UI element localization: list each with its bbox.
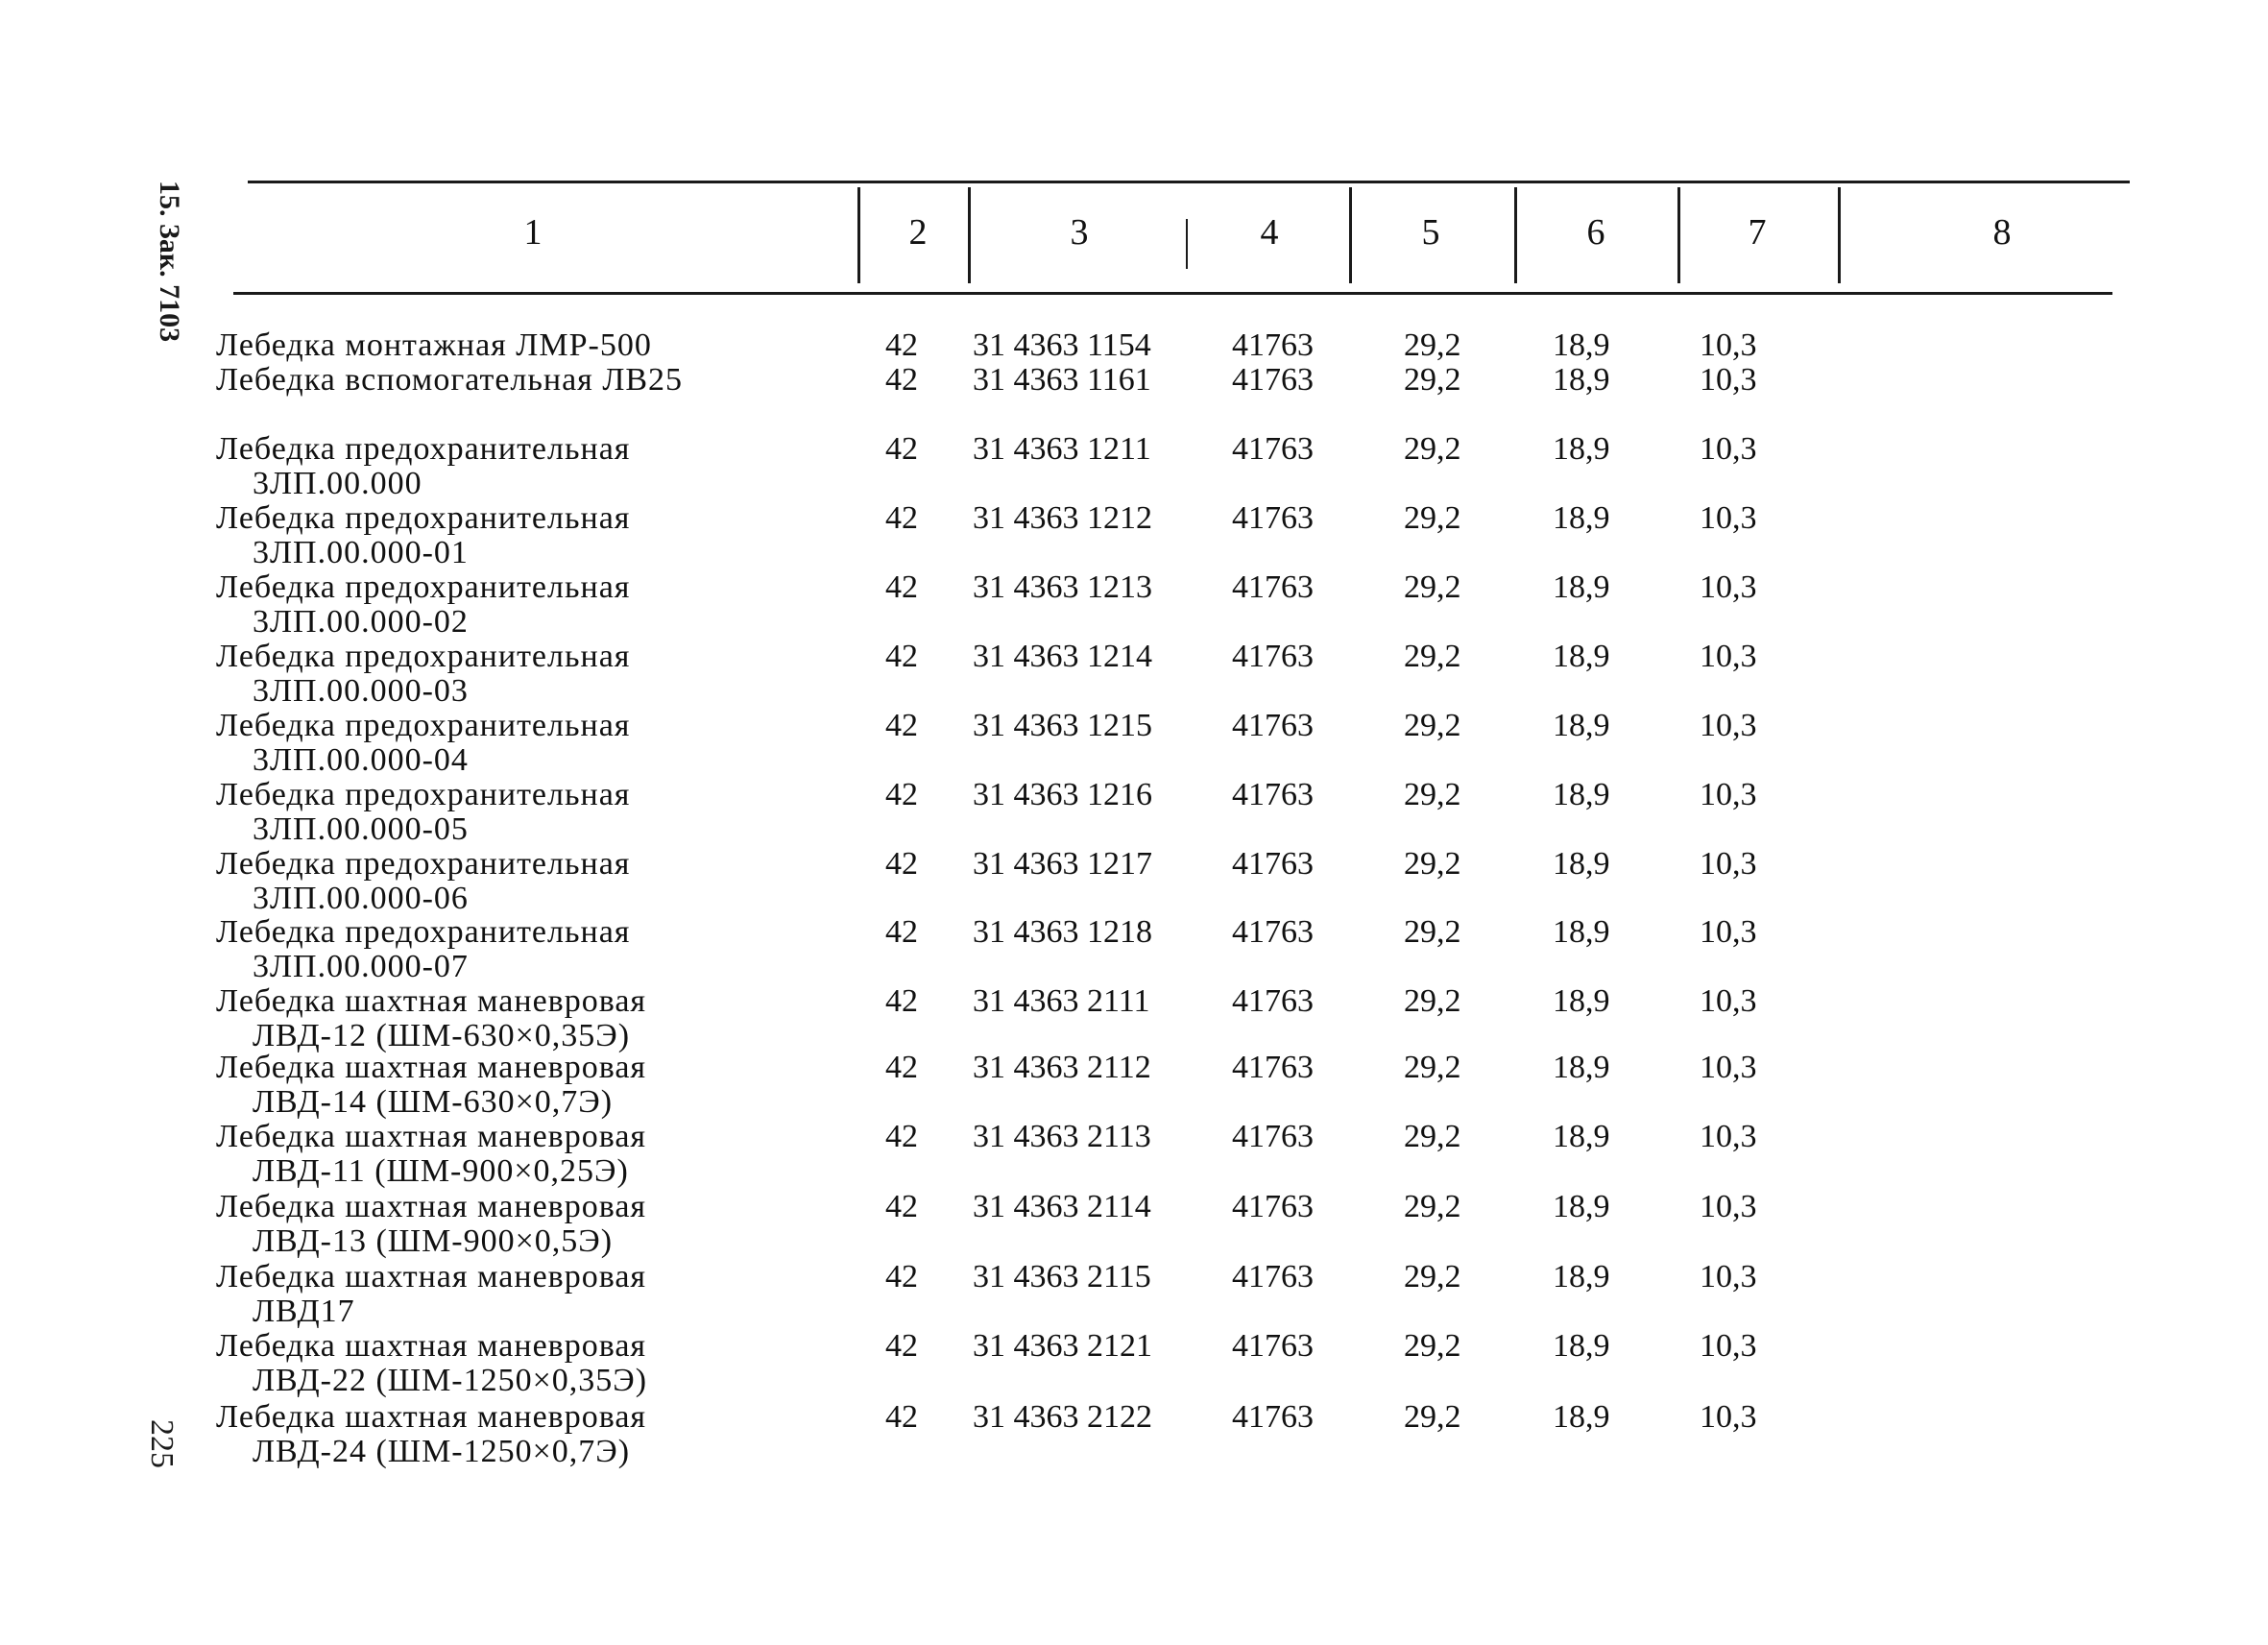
cell-col-6: 18,9 (1553, 1399, 1610, 1435)
cell-col-3: 31 4363 1215 (973, 708, 1152, 743)
item-model-line: ЛВД-14 (ШМ-630×0,7Э) (253, 1084, 614, 1120)
page-number: 225 (144, 1419, 180, 1468)
cell-col-6: 18,9 (1553, 846, 1610, 882)
cell-col-5: 29,2 (1404, 708, 1461, 743)
cell-col-7: 10,3 (1700, 1259, 1757, 1294)
cell-col-7: 10,3 (1700, 1189, 1757, 1224)
table-row (0, 915, 2268, 984)
table-row (0, 501, 2268, 570)
item-model-line: 3ЛП.00.000-07 (253, 949, 469, 984)
cell-col-6: 18,9 (1553, 500, 1610, 536)
cell-col-4: 41763 (1232, 431, 1314, 467)
cell-col-3: 31 4363 1212 (973, 500, 1152, 536)
item-model-line: 3ЛП.00.000-06 (253, 881, 469, 916)
cell-col-3: 31 4363 2114 (973, 1189, 1151, 1224)
cell-col-7: 10,3 (1700, 431, 1757, 467)
cell-col-6: 18,9 (1553, 569, 1610, 605)
item-model-line: 3ЛП.00.000-01 (253, 535, 469, 570)
cell-col-5: 29,2 (1404, 1328, 1461, 1364)
cell-col-3: 31 4363 1154 (973, 327, 1151, 363)
item-name (216, 1400, 646, 1469)
cell-col-4: 41763 (1232, 569, 1314, 605)
cell-col-6: 18,9 (1553, 1119, 1610, 1154)
item-name-line: Лебедка шахтная маневровая (216, 1399, 647, 1435)
cell-col-2: 42 (885, 1189, 918, 1224)
item-model-line: 3ЛП.00.000-03 (253, 673, 469, 709)
item-name (216, 1120, 646, 1189)
table-row (0, 847, 2268, 916)
cell-col-5: 29,2 (1404, 1189, 1461, 1224)
cell-col-7: 10,3 (1700, 914, 1757, 950)
cell-col-4: 41763 (1232, 362, 1314, 398)
cell-col-7: 10,3 (1700, 327, 1757, 363)
item-model-line: 3ЛП.00.000 (253, 466, 422, 501)
column-divider (1186, 219, 1188, 269)
cell-col-4: 41763 (1232, 1119, 1314, 1154)
cell-col-4: 41763 (1232, 327, 1314, 363)
item-name (216, 1051, 646, 1120)
cell-col-2: 42 (885, 708, 918, 743)
item-name (216, 778, 630, 847)
header-cell-1: 1 (523, 212, 543, 253)
cell-col-2: 42 (885, 777, 918, 812)
item-name-line: Лебедка предохранительная (216, 708, 631, 743)
item-name-line: Лебедка шахтная маневровая (216, 1050, 647, 1085)
cell-col-7: 10,3 (1700, 362, 1757, 398)
cell-col-5: 29,2 (1404, 1119, 1461, 1154)
cell-col-5: 29,2 (1404, 1050, 1461, 1085)
item-name (216, 363, 683, 398)
cell-col-6: 18,9 (1553, 708, 1610, 743)
table-row (0, 1190, 2268, 1259)
cell-col-7: 10,3 (1700, 708, 1757, 743)
cell-col-3: 31 4363 1217 (973, 846, 1152, 882)
cell-col-4: 41763 (1232, 1328, 1314, 1364)
header-cell-2: 2 (908, 212, 928, 253)
cell-col-3: 31 4363 2112 (973, 1050, 1151, 1085)
cell-col-6: 18,9 (1553, 327, 1610, 363)
cell-col-5: 29,2 (1404, 846, 1461, 882)
cell-col-4: 41763 (1232, 1189, 1314, 1224)
table-row (0, 778, 2268, 847)
table-row (0, 1120, 2268, 1189)
cell-col-4: 41763 (1232, 914, 1314, 950)
header-cell-7: 7 (1748, 212, 1767, 253)
cell-col-6: 18,9 (1553, 431, 1610, 467)
item-name-line: Лебедка предохранительная (216, 431, 631, 467)
item-model-line: 3ЛП.00.000-02 (253, 604, 469, 640)
cell-col-5: 29,2 (1404, 431, 1461, 467)
item-name (216, 501, 630, 570)
header-cell-4: 4 (1260, 212, 1279, 253)
cell-col-7: 10,3 (1700, 777, 1757, 812)
signature-mark: 15. Зак. 7103 (154, 181, 185, 343)
item-name-line: Лебедка предохранительная (216, 500, 631, 536)
header-cell-6: 6 (1586, 212, 1605, 253)
cell-col-3: 31 4363 2113 (973, 1119, 1151, 1154)
table-row (0, 1051, 2268, 1120)
cell-col-2: 42 (885, 1259, 918, 1294)
table-row (0, 432, 2268, 501)
cell-col-7: 10,3 (1700, 1399, 1757, 1435)
cell-col-2: 42 (885, 1328, 918, 1364)
table-row (0, 984, 2268, 1053)
item-name (216, 915, 630, 984)
item-name (216, 432, 630, 501)
cell-col-3: 31 4363 1218 (973, 914, 1152, 950)
cell-col-4: 41763 (1232, 1259, 1314, 1294)
item-model-line: ЛВД17 (253, 1294, 355, 1329)
table-row (0, 570, 2268, 640)
cell-col-5: 29,2 (1404, 500, 1461, 536)
item-name (216, 1190, 646, 1259)
item-name (216, 847, 630, 916)
item-name-line: Лебедка предохранительная (216, 639, 631, 674)
column-divider (857, 187, 860, 283)
item-name-line: Лебедка шахтная маневровая (216, 1259, 647, 1294)
cell-col-6: 18,9 (1553, 914, 1610, 950)
item-model-line: 3ЛП.00.000-04 (253, 742, 469, 778)
cell-col-2: 42 (885, 983, 918, 1019)
item-name (216, 984, 646, 1053)
cell-col-3: 31 4363 1211 (973, 431, 1151, 467)
item-name (216, 1260, 646, 1329)
cell-col-7: 10,3 (1700, 500, 1757, 536)
table-row (0, 363, 2268, 432)
cell-col-2: 42 (885, 362, 918, 398)
table-top-rule (248, 181, 2130, 183)
table-row (0, 640, 2268, 709)
column-divider (1677, 187, 1680, 283)
item-model-line: ЛВД-12 (ШМ-630×0,35Э) (253, 1018, 631, 1053)
cell-col-7: 10,3 (1700, 846, 1757, 882)
cell-col-7: 10,3 (1700, 1119, 1757, 1154)
table-row (0, 1260, 2268, 1329)
cell-col-4: 41763 (1232, 639, 1314, 674)
header-cell-3: 3 (1070, 212, 1089, 253)
cell-col-6: 18,9 (1553, 1050, 1610, 1085)
item-model-line: ЛВД-11 (ШМ-900×0,25Э) (253, 1153, 629, 1189)
table-row (0, 709, 2268, 778)
cell-col-3: 31 4363 2111 (973, 983, 1150, 1019)
cell-col-7: 10,3 (1700, 1050, 1757, 1085)
cell-col-4: 41763 (1232, 777, 1314, 812)
cell-col-2: 42 (885, 1119, 918, 1154)
item-name-line: Лебедка шахтная маневровая (216, 983, 647, 1019)
cell-col-5: 29,2 (1404, 362, 1461, 398)
cell-col-2: 42 (885, 846, 918, 882)
cell-col-5: 29,2 (1404, 1399, 1461, 1435)
item-model-line: 3ЛП.00.000-05 (253, 811, 469, 847)
cell-col-2: 42 (885, 639, 918, 674)
header-cell-8: 8 (1992, 212, 2012, 253)
cell-col-6: 18,9 (1553, 362, 1610, 398)
column-divider (1838, 187, 1841, 283)
cell-col-2: 42 (885, 500, 918, 536)
cell-col-6: 18,9 (1553, 1189, 1610, 1224)
cell-col-3: 31 4363 1213 (973, 569, 1152, 605)
cell-col-3: 31 4363 1216 (973, 777, 1152, 812)
cell-col-4: 41763 (1232, 708, 1314, 743)
cell-col-3: 31 4363 1214 (973, 639, 1152, 674)
cell-col-6: 18,9 (1553, 983, 1610, 1019)
cell-col-7: 10,3 (1700, 1328, 1757, 1364)
cell-col-4: 41763 (1232, 1050, 1314, 1085)
cell-col-6: 18,9 (1553, 1259, 1610, 1294)
cell-col-3: 31 4363 2115 (973, 1259, 1151, 1294)
cell-col-7: 10,3 (1700, 569, 1757, 605)
column-divider (1349, 187, 1352, 283)
column-divider (1514, 187, 1517, 283)
item-name-line: Лебедка шахтная маневровая (216, 1328, 647, 1364)
item-name (216, 709, 630, 778)
cell-col-4: 41763 (1232, 1399, 1314, 1435)
item-name-line: Лебедка предохранительная (216, 914, 631, 950)
item-name-line: Лебедка предохранительная (216, 846, 631, 882)
cell-col-5: 29,2 (1404, 914, 1461, 950)
cell-col-3: 31 4363 1161 (973, 362, 1151, 398)
item-model-line: ЛВД-24 (ШМ-1250×0,7Э) (253, 1434, 631, 1469)
cell-col-2: 42 (885, 914, 918, 950)
cell-col-5: 29,2 (1404, 983, 1461, 1019)
item-name (216, 640, 630, 709)
item-name-line: Лебедка вспомогательная ЛВ25 (216, 362, 684, 398)
item-name-line: Лебедка шахтная маневровая (216, 1119, 647, 1154)
item-name (216, 328, 652, 363)
cell-col-3: 31 4363 2121 (973, 1328, 1152, 1364)
cell-col-7: 10,3 (1700, 639, 1757, 674)
header-cell-5: 5 (1421, 212, 1440, 253)
cell-col-5: 29,2 (1404, 327, 1461, 363)
column-divider (968, 187, 971, 283)
cell-col-4: 41763 (1232, 500, 1314, 536)
item-name-line: Лебедка монтажная ЛМР-500 (216, 327, 652, 363)
cell-col-6: 18,9 (1553, 1328, 1610, 1364)
item-name-line: Лебедка предохранительная (216, 569, 631, 605)
cell-col-4: 41763 (1232, 983, 1314, 1019)
cell-col-5: 29,2 (1404, 639, 1461, 674)
cell-col-5: 29,2 (1404, 1259, 1461, 1294)
cell-col-2: 42 (885, 327, 918, 363)
item-model-line: ЛВД-13 (ШМ-900×0,5Э) (253, 1223, 614, 1259)
cell-col-6: 18,9 (1553, 639, 1610, 674)
item-model-line: ЛВД-22 (ШМ-1250×0,35Э) (253, 1363, 648, 1398)
cell-col-2: 42 (885, 1050, 918, 1085)
cell-col-5: 29,2 (1404, 777, 1461, 812)
cell-col-4: 41763 (1232, 846, 1314, 882)
cell-col-3: 31 4363 2122 (973, 1399, 1152, 1435)
item-name (216, 570, 630, 640)
table-row (0, 1329, 2268, 1398)
cell-col-2: 42 (885, 1399, 918, 1435)
cell-col-2: 42 (885, 431, 918, 467)
cell-col-6: 18,9 (1553, 777, 1610, 812)
table-header-rule (233, 292, 2112, 295)
cell-col-7: 10,3 (1700, 983, 1757, 1019)
item-name-line: Лебедка шахтная маневровая (216, 1189, 647, 1224)
cell-col-5: 29,2 (1404, 569, 1461, 605)
item-name-line: Лебедка предохранительная (216, 777, 631, 812)
cell-col-2: 42 (885, 569, 918, 605)
item-name (216, 1329, 647, 1398)
table-row (0, 1400, 2268, 1469)
